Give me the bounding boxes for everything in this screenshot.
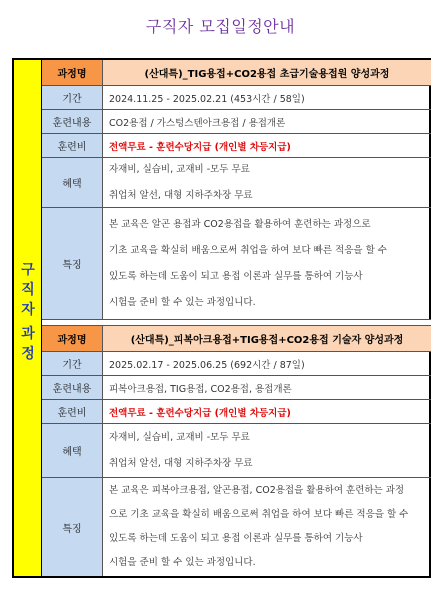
feature-line: 으로 기초 교육을 확실히 배움으로써 취업을 하여 보다 빠른 적응을 할 수: [109, 509, 409, 520]
benefit-label: 혜택: [42, 158, 103, 207]
content-label: 훈련내용: [42, 110, 103, 133]
period-row: [42, 352, 431, 376]
fee-value: 전액무료 - 훈련수당지급 (개인별 차등지급): [109, 141, 291, 153]
feature-line: 본 교육은 알곤 용접과 CO2용접을 활용하여 훈련하는 과정으로: [109, 218, 371, 230]
benefit-value: [103, 158, 431, 207]
period-value: 2024.11.25 - 2025.02.21 (453시간 / 58일): [109, 93, 305, 105]
benefit-row: [42, 158, 431, 208]
schedule-table: [12, 58, 431, 578]
course-name-row: [42, 326, 431, 352]
benefit-line: 자재비, 실습비, 교재비 -모두 무료: [109, 431, 250, 443]
course-name-row: [42, 60, 431, 86]
fee-label: 훈련비: [42, 400, 103, 423]
content-value: CO2용접 / 가스텅스텐아크용접 / 용접개론: [109, 117, 286, 129]
feature-value: [103, 478, 431, 576]
content-label: 훈련내용: [42, 376, 103, 399]
feature-line: 본 교육은 피복아크용접, 알곤용접, CO2용접을 활용하여 훈련하는 과정: [109, 485, 405, 496]
benefit-line: 취업처 알선, 대형 지하주차장 무료: [109, 189, 253, 201]
side-label-jobseeker: 구 직 자: [21, 262, 35, 318]
feature-line: 있도록 하는데 도움이 되고 용접 이론과 실무를 통하여 기능사: [109, 533, 363, 544]
course-section-2: [42, 326, 431, 576]
feature-value: [103, 208, 431, 319]
feature-label: 특징: [42, 478, 103, 576]
feature-line: 시험을 준비 할 수 있는 과정입니다.: [109, 296, 256, 308]
period-label: 기간: [42, 86, 103, 109]
feature-line: 시험을 준비 할 수 있는 과정입니다.: [109, 557, 256, 568]
course-name-label: 과정명: [42, 326, 103, 351]
content-row: [42, 376, 431, 400]
fee-value: 전액무료 - 훈련수당지급 (개인별 차등지급): [109, 407, 291, 419]
course-section-1: [42, 60, 431, 320]
fee-row: [42, 400, 431, 424]
feature-row: [42, 208, 431, 320]
period-label: 기간: [42, 352, 103, 375]
benefit-line: 취업처 알선, 대형 지하주차장 무료: [109, 457, 253, 469]
fee-row: [42, 134, 431, 158]
feature-line: 기초 교육을 확실히 배움으로써 취업을 하여 보다 빠른 적응을 할 수: [109, 244, 387, 256]
content-value: 피복아크용접, TIG용접, CO2용접, 용접개론: [109, 383, 292, 395]
feature-row: [42, 478, 431, 576]
benefit-line: 자재비, 실습비, 교재비 -모두 무료: [109, 163, 250, 175]
course-name-label: 과정명: [42, 60, 103, 85]
period-value: 2025.02.17 - 2025.06.25 (692시간 / 87일): [109, 359, 305, 371]
side-label-column: [14, 60, 42, 576]
feature-label: 특징: [42, 208, 103, 319]
page-title: 구직자 모집일정안내: [145, 17, 296, 36]
fee-label: 훈련비: [42, 134, 103, 157]
benefit-value: [103, 424, 431, 477]
side-label-course: 과 정: [21, 326, 35, 362]
course-name-value: (산대특)_피복아크용접+TIG용접+CO2용접 기술자 양성과정: [103, 326, 431, 351]
course-name-value: (산대특)_TIG용접+CO2용접 초급기술용접원 양성과정: [103, 60, 431, 85]
content-row: [42, 110, 431, 134]
benefit-label: 혜택: [42, 424, 103, 477]
benefit-row: [42, 424, 431, 478]
feature-line: 있도록 하는데 도움이 되고 용접 이론과 실무를 통하여 기능사: [109, 270, 363, 282]
period-row: [42, 86, 431, 110]
